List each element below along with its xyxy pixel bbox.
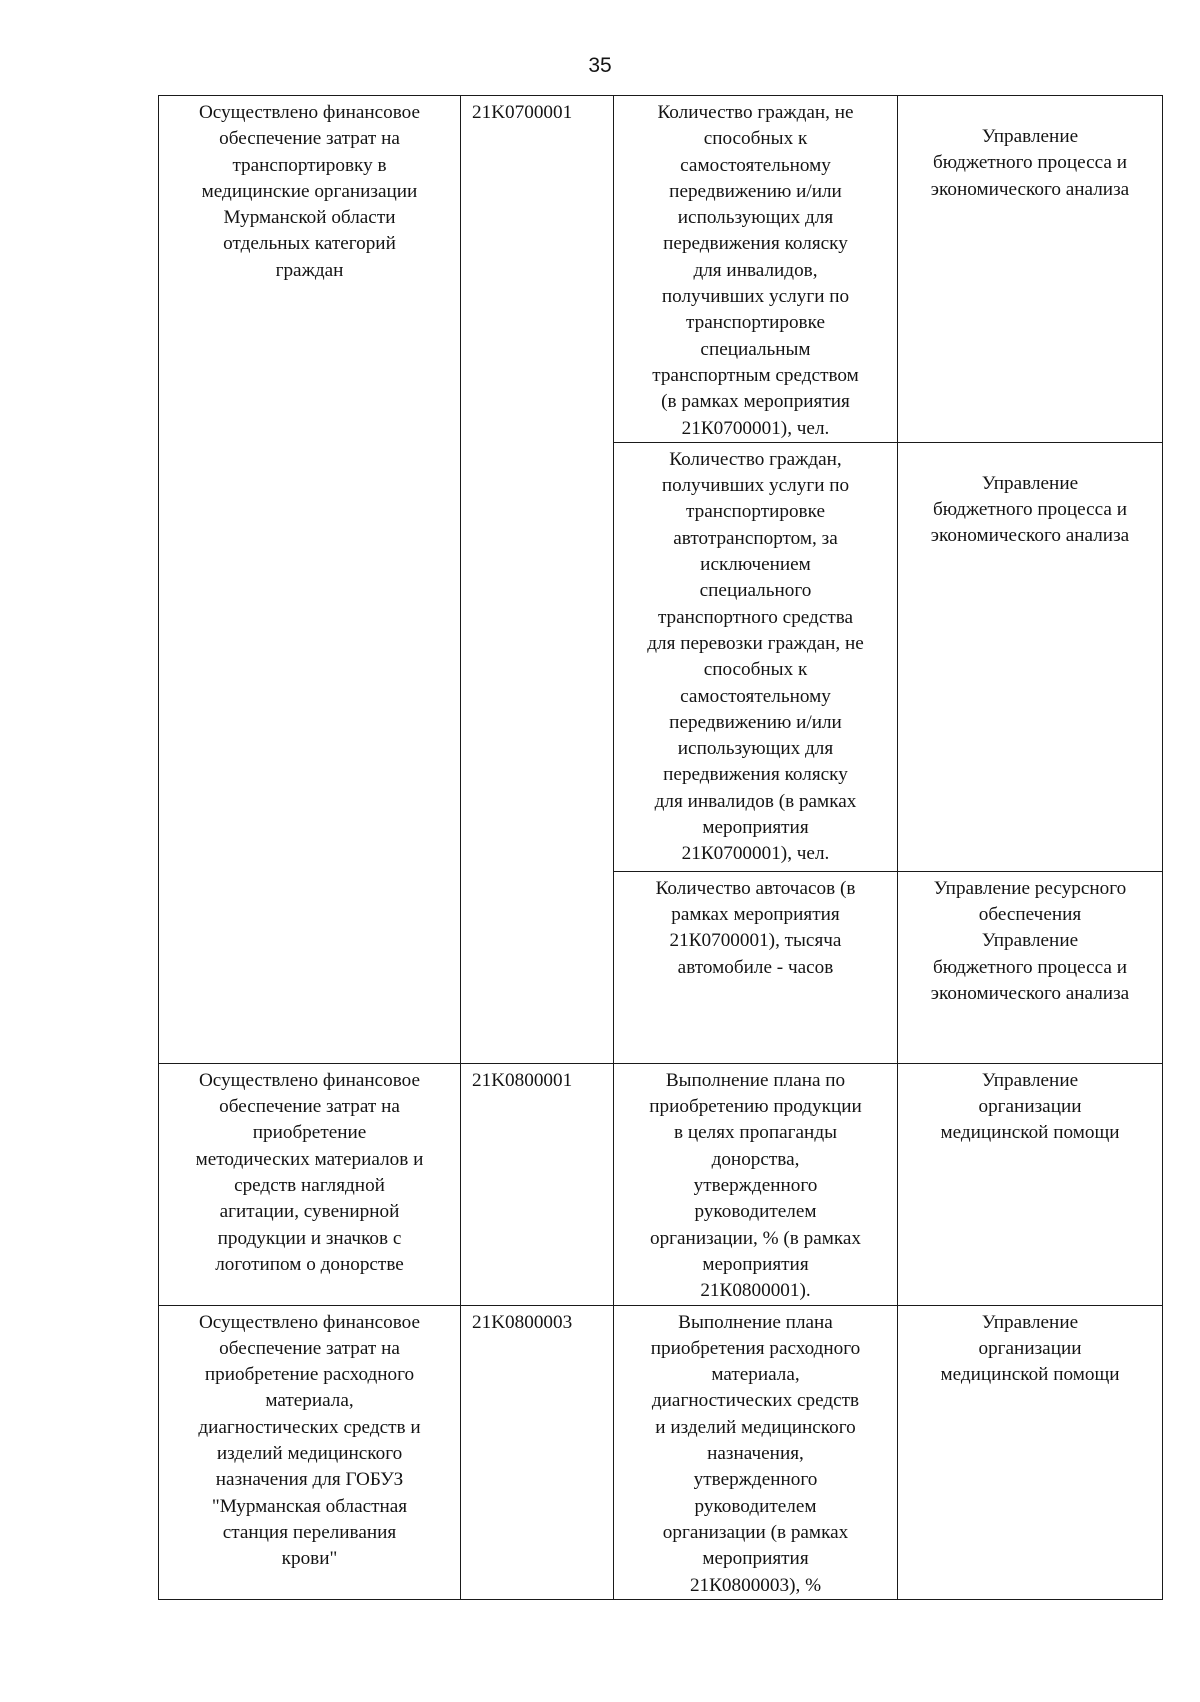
event-code: 21K0800003 [472,1311,573,1333]
responsible-text: Управление организации медицинской помощи [940,1069,1120,1144]
responsible-cell [898,442,1163,871]
responsible-cell [898,1063,1163,1305]
responsible-text: Управление ресурсного обеспечения Управление бюджетного процесса и экономического анализа [930,877,1130,1005]
indicator-cell [614,871,898,1063]
responsible-cell [898,96,1163,443]
event-text: Осуществлено финансовое обеспечение затрат на приобретение расходного материала, диагностических средств и изделий медицинского назначения для ГОБУЗ "Мурманская областная станция переливания крови" [198,1311,421,1570]
event-cell [159,1063,461,1305]
responsible-cell [898,1305,1163,1599]
responsible-text: Управление организации медицинской помощи [940,1311,1120,1386]
measures-table [158,95,1163,1600]
event-text: Осуществлено финансовое обеспечение затрат на приобретение методических материалов и средств наглядной агитации, сувенирной продукции и значков с логотипом о донорстве [195,1069,424,1275]
indicator-text: Количество авточасов (в рамках мероприятия 21К0700001), тысяча автомобиле - часов [655,877,856,978]
indicator-cell [614,1305,898,1599]
code-cell [461,96,614,1064]
code-cell [461,1305,614,1599]
event-code: 21K0800001 [472,1069,573,1091]
table-row [159,1063,1163,1305]
indicator-cell [614,1063,898,1305]
responsible-cell [898,871,1163,1063]
table-row [159,1305,1163,1599]
event-cell [159,1305,461,1599]
code-cell [461,1063,614,1305]
indicator-cell [614,442,898,871]
event-text: Осуществлено финансовое обеспечение затрат на транспортировку в медицинские организации Мурманской области отдельных категорий граждан [198,102,421,281]
responsible-text: Управление бюджетного процесса и экономического анализа [930,472,1130,547]
table-row [159,96,1163,443]
responsible-text: Управление бюджетного процесса и экономического анализа [930,126,1130,200]
indicator-text: Количество граждан, не способных к самостоятельному передвижению и/или использующих для передвижения коляску для инвалидов, получивших услуги по транспортировке специальным транспортным средством (в рамках мероприятия 21К0700001), чел. [652,102,859,439]
event-cell [159,96,461,1064]
indicator-cell [614,96,898,443]
indicator-text: Выполнение плана по приобретению продукции в целях пропаганды донорства, утвержденного руководителем организации, % (в рамках мероприятия 21К0800001). [649,1069,862,1302]
indicator-text: Количество граждан, получивших услуги по транспортировке автотранспортом, за исключением специального транспортного средства для перевозки граждан, не способных к самостоятельному передвижению и/или использующих для передвижения коляску для инвалидов (в рамках мероприятия 21К0700001), чел. [647,448,864,865]
page-number: 35 [588,54,612,77]
indicator-text: Выполнение плана приобретения расходного материала, диагностических средств и изделий медицинского назначения, утвержденного руководителем организации (в рамках мероприятия 21К0800003), % [650,1311,861,1596]
event-code: 21K0700001 [472,102,573,123]
